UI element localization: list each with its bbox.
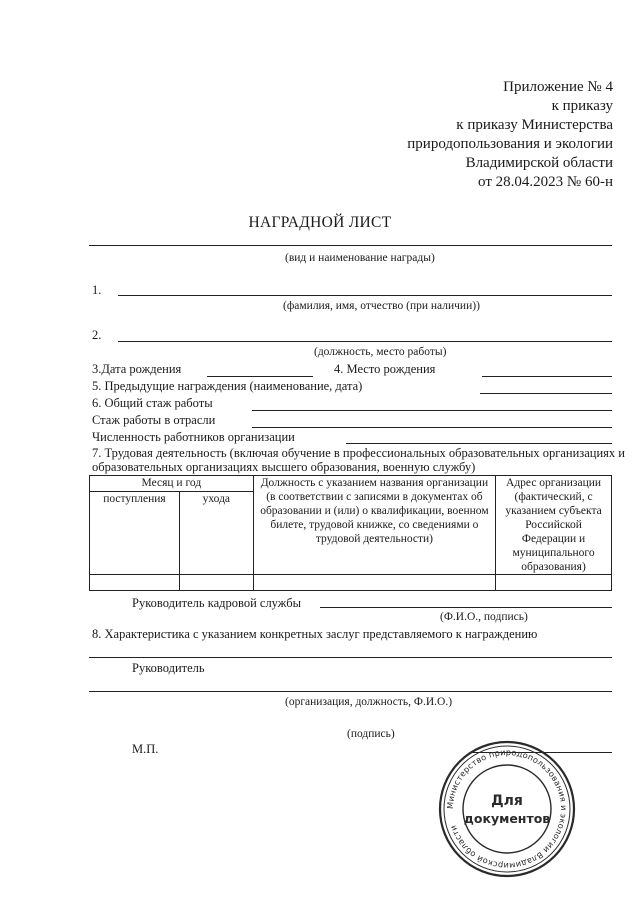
stamp-seal [437, 739, 577, 879]
work-history-label-line1: 7. Трудовая деятельность (включая обучение в профессиональных образовательных организациях и [92, 446, 625, 460]
item1-number: 1. [92, 283, 102, 297]
employee-count-label: Численность работников организации [92, 430, 295, 444]
header-line: Владимирской области [465, 155, 613, 171]
exit-date-header: ухода [179, 492, 253, 575]
appendix-header [407, 78, 613, 192]
address-cell[interactable] [496, 575, 612, 591]
work-history-label-line2: образовательных организациях высшего образования, военную службу) [92, 460, 476, 474]
stamp-line2: документов [463, 811, 551, 826]
full-name-field-line[interactable] [118, 295, 612, 296]
position-field-line[interactable] [118, 341, 612, 342]
item2-number: 2. [92, 328, 102, 342]
merits-field-line[interactable] [89, 657, 612, 658]
entry-date-cell[interactable] [90, 575, 180, 591]
header-line: природопользования и экологии [407, 136, 613, 152]
birth-place-field-line[interactable] [482, 376, 612, 377]
hr-head-label: Руководитель кадровой службы [132, 596, 301, 610]
previous-awards-field-line[interactable] [480, 393, 612, 394]
header-line: Приложение № 4 [503, 79, 613, 95]
position-cell[interactable] [253, 575, 495, 591]
total-experience-field-line[interactable] [252, 410, 612, 411]
employee-count-field-line[interactable] [346, 443, 612, 444]
previous-awards-label: 5. Предыдущие награждения (наименование, дата) [92, 379, 363, 393]
birth-date-label: 3.Дата рождения [92, 362, 182, 376]
birth-place-label: 4. Место рождения [334, 362, 436, 376]
industry-experience-label: Стаж работы в отрасли [92, 413, 216, 427]
address-header: Адрес организации (фактический, с указанием субъекта Российской Федерации и муниципального образования) [496, 476, 612, 575]
head-label: Руководитель [132, 661, 205, 675]
industry-experience-field-line[interactable] [252, 427, 612, 428]
entry-date-header: поступления [90, 492, 180, 575]
header-line: к приказу Министерства [456, 117, 613, 133]
stamp-line1: Для [491, 793, 523, 809]
seal-place-label: М.П. [132, 742, 159, 756]
header-line: к приказу [551, 98, 613, 114]
award-field-line[interactable] [89, 245, 612, 246]
award-caption: (вид и наименование награды) [285, 252, 435, 264]
stamp-ring-text: Министерство природопользования и экологии Владимирской области [444, 746, 570, 872]
document-title: НАГРАДНОЙ ЛИСТ [248, 214, 392, 231]
exit-date-cell[interactable] [179, 575, 253, 591]
head-field-line[interactable] [89, 691, 612, 692]
merits-label: 8. Характеристика с указанием конкретных заслуг представляемого к награждению [92, 627, 538, 641]
work-history-table [89, 475, 612, 591]
full-name-caption: (фамилия, имя, отчество (при наличии)) [283, 300, 480, 312]
hr-head-field-line[interactable] [320, 607, 612, 608]
birth-date-field-line[interactable] [207, 376, 313, 377]
position-caption: (должность, место работы) [314, 346, 447, 358]
header-line: от 28.04.2023 № 60-н [478, 174, 613, 190]
total-experience-label: 6. Общий стаж работы [92, 396, 213, 410]
hr-head-caption: (Ф.И.О., подпись) [440, 611, 528, 623]
head-caption: (организация, должность, Ф.И.О.) [285, 696, 453, 708]
month-year-header: Месяц и год [90, 476, 254, 492]
position-header: Должность с указанием названия организации (в соответствии с записями в документах об образовании и (или) о квалификации, военном билете, трудовой книжке, со сведениями о трудовой деятельности) [253, 476, 495, 575]
signature-caption: (подпись) [347, 728, 395, 740]
